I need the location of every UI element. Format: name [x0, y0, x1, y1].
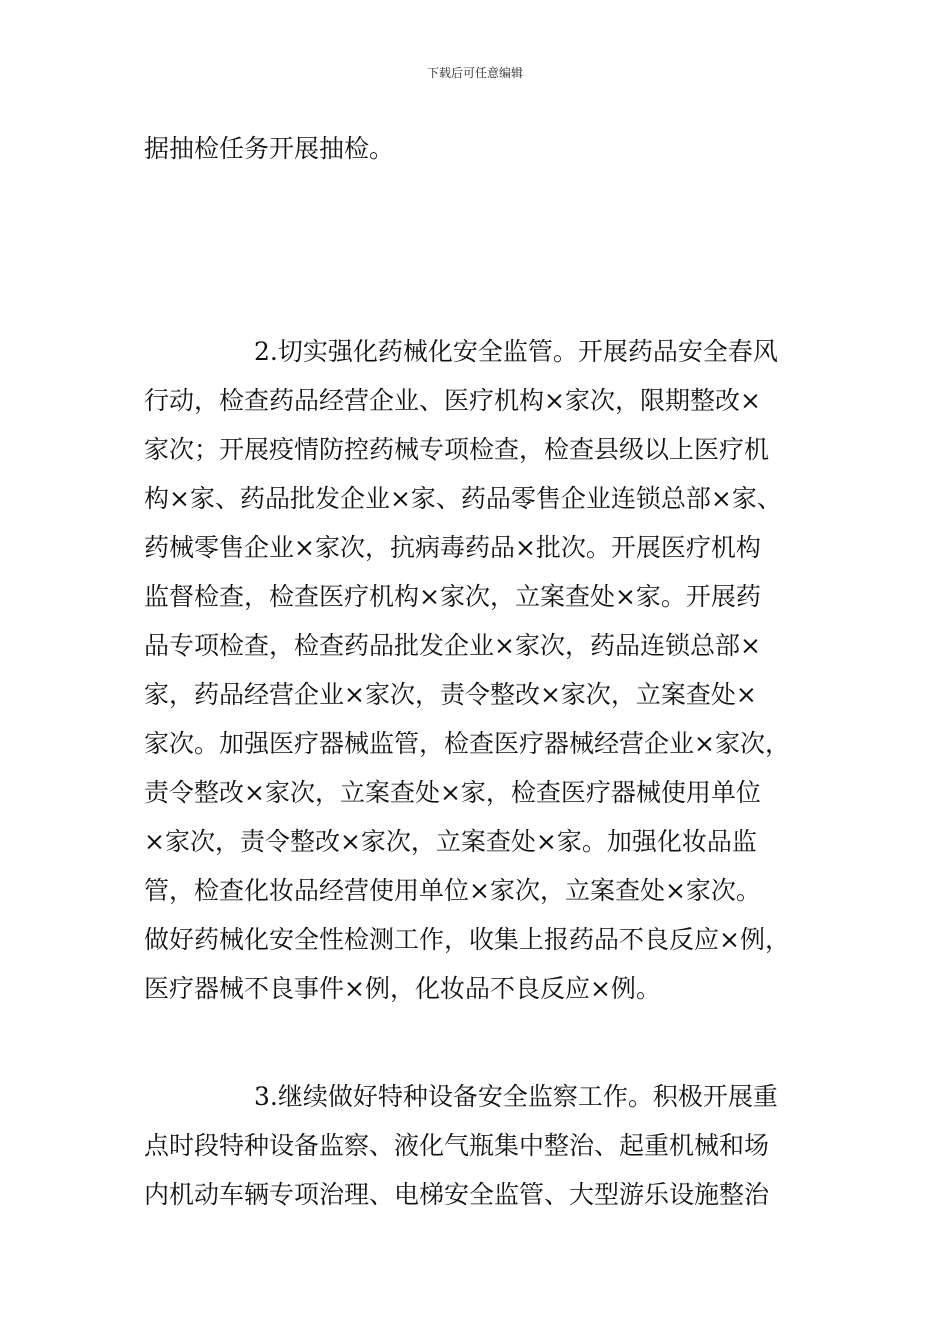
paragraph-2-line-6: 监督检查，检查医疗机构×家次，立案查处×家。开展药: [144, 582, 761, 611]
paragraph-3-line-1: 3.继续做好特种设备安全监察工作。积极开展重: [254, 1082, 778, 1111]
paragraph-2-line-3: 家次；开展疫情防控药械专项检查，检查县级以上医疗机: [144, 435, 770, 464]
paragraph-2-line-9: 家次。加强医疗器械监管，检查医疗器械经营企业×家次，: [144, 729, 790, 758]
paragraph-1-line-1: 据抽检任务开展抽检。: [144, 134, 395, 163]
paragraph-3-line-2: 点时段特种设备监察、液化气瓶集中整治、起重机械和场: [144, 1131, 770, 1160]
paragraph-3-line-3: 内机动车辆专项治理、电梯安全监管、大型游乐设施整治: [144, 1180, 770, 1209]
paragraph-2-line-14: 医疗器械不良事件×例，化妆品不良反应×例。: [144, 974, 661, 1003]
paragraph-2-line-5: 药械零售企业×家次，抗病毒药品×批次。开展医疗机构: [144, 533, 761, 562]
page-header: 下载后可任意编辑: [426, 66, 523, 80]
paragraph-2-line-11: ×家次，责令整改×家次，立案查处×家。加强化妆品监: [144, 827, 757, 856]
paragraph-2-line-2: 行动，检查药品经营企业、医疗机构×家次，限期整改×: [144, 386, 761, 415]
paragraph-2-line-4: 构×家、药品批发企业×家、药品零售企业连锁总部×家、: [144, 484, 782, 513]
paragraph-2-line-8: 家，药品经营企业×家次，责令整改×家次，立案查处×: [144, 680, 757, 709]
paragraph-2-line-13: 做好药械化安全性检测工作，收集上报药品不良反应×例，: [144, 925, 790, 954]
paragraph-2-line-1: 2.切实强化药械化安全监管。开展药品安全春风: [254, 337, 778, 366]
paragraph-2-line-10: 责令整改×家次，立案查处×家，检查医疗器械使用单位: [144, 778, 761, 807]
paragraph-2-line-7: 品专项检查，检查药品批发企业×家次，药品连锁总部×: [144, 631, 761, 660]
paragraph-2-line-12: 管，检查化妆品经营使用单位×家次，立案查处×家次。: [144, 876, 761, 905]
